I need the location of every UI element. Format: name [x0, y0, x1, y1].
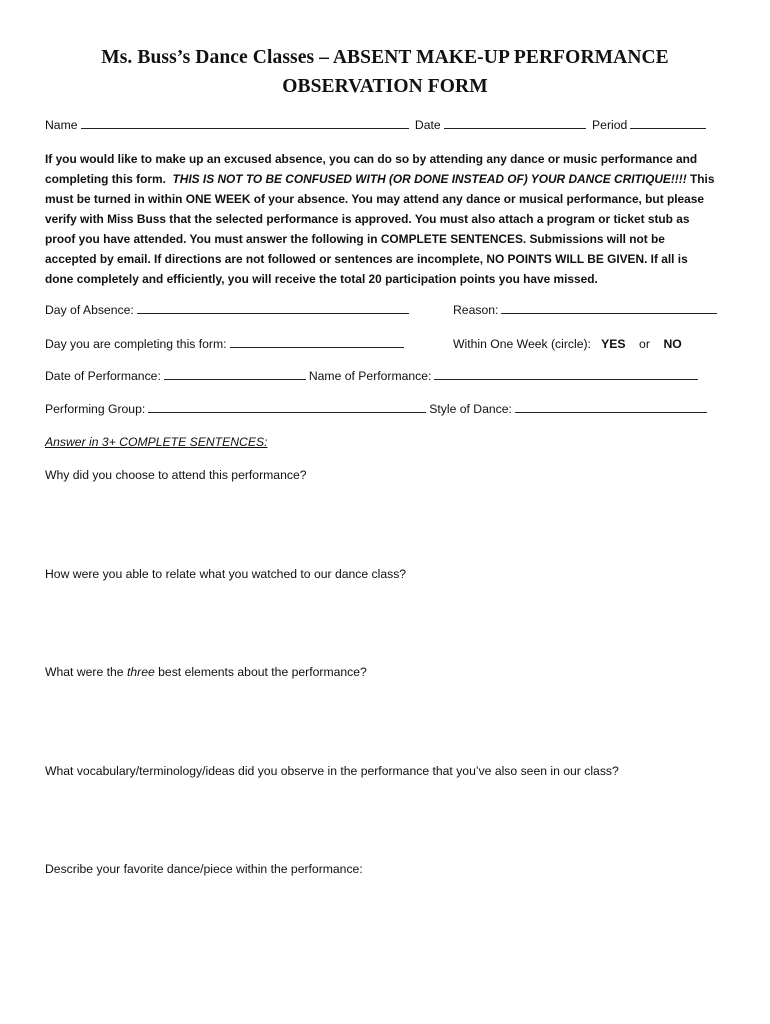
name-label: Name: [45, 118, 78, 132]
reason-row: [453, 302, 720, 318]
period-label: Period: [592, 118, 628, 132]
day-of-absence-row: [45, 302, 412, 318]
form-title-line-1: Ms. Buss’s Dance Classes – ABSENT MAKE-UP PERFORMANCE: [101, 47, 669, 68]
name-field[interactable]: [81, 117, 409, 129]
name-date-period-row: [45, 117, 709, 133]
instructions-line: proof you have attended. You must answer the following in COMPLETE SENTENCES. Submissions will not be: [45, 232, 665, 246]
date-of-performance-label: Date of Performance:: [45, 369, 161, 383]
yes-option[interactable]: YES: [601, 337, 626, 351]
form-title-line-2: OBSERVATION FORM: [282, 76, 488, 97]
day-completing-row: [45, 336, 407, 352]
or-text: or: [639, 337, 650, 351]
question-3: [45, 664, 367, 680]
question-4: What vocabulary/terminology/ideas did you observe in the performance that you’ve also seen in our class?: [45, 764, 619, 778]
date-of-performance-field[interactable]: [164, 368, 306, 380]
style-of-dance-label: Style of Dance:: [429, 402, 512, 416]
instructions-line: [45, 169, 735, 189]
date-label: Date: [414, 118, 441, 132]
reason-label: Reason:: [453, 303, 499, 317]
day-of-absence-field[interactable]: [137, 302, 409, 314]
performing-group-label: Performing Group:: [45, 402, 146, 416]
question-2: How were you able to relate what you watched to our dance class?: [45, 567, 407, 581]
answer-instruction: Answer in 3+ COMPLETE SENTENCES:: [45, 435, 268, 449]
style-of-dance-field[interactable]: [515, 401, 707, 413]
within-one-week-label: Within One Week (circle):: [453, 337, 591, 351]
group-style-row: [45, 401, 710, 417]
name-of-performance-field[interactable]: [434, 368, 698, 380]
day-completing-field[interactable]: [230, 336, 404, 348]
reason-field[interactable]: [501, 302, 717, 314]
day-completing-label: Day you are completing this form:: [45, 337, 227, 351]
question-3-text: best elements about the performance?: [158, 665, 367, 679]
performing-group-field[interactable]: [148, 401, 426, 413]
period-field[interactable]: [630, 117, 706, 129]
day-of-absence-label: Day of Absence:: [45, 303, 134, 317]
date-field[interactable]: [444, 117, 586, 129]
performance-date-name-row: [45, 368, 701, 384]
instructions-paragraph: [45, 149, 735, 289]
instructions-line: verify with Miss Buss that the selected performance is approved. You must also attach a program or ticket stub as: [45, 212, 690, 226]
instructions-line: accepted by email. If directions are not followed or sentences are incomplete, NO POINTS WILL BE GIVEN. If all is: [45, 252, 688, 266]
instructions-line: done completely and efficiently, you will receive the total 20 participation points you have missed.: [45, 272, 598, 286]
instructions-text: completing this form.: [45, 172, 166, 186]
no-option[interactable]: NO: [663, 337, 682, 351]
question-5: Describe your favorite dance/piece within the performance:: [45, 862, 363, 876]
name-of-performance-label: Name of Performance:: [308, 369, 432, 383]
question-3-emphasis: three: [126, 665, 155, 679]
within-one-week-row: [453, 336, 682, 352]
question-1: Why did you choose to attend this performance?: [45, 468, 307, 482]
instructions-text: This: [690, 172, 715, 186]
question-3-text: What were the: [45, 665, 124, 679]
instructions-line: If you would like to make up an excused absence, you can do so by attending any dance or music performance and: [45, 152, 698, 166]
critique-warning: THIS IS NOT TO BE CONFUSED WITH (OR DONE INSTEAD OF) YOUR DANCE CRITIQUE!!!!: [172, 172, 687, 186]
instructions-line: must be turned in within ONE WEEK of your absence. You may attend any dance or musical performance, but please: [45, 192, 704, 206]
